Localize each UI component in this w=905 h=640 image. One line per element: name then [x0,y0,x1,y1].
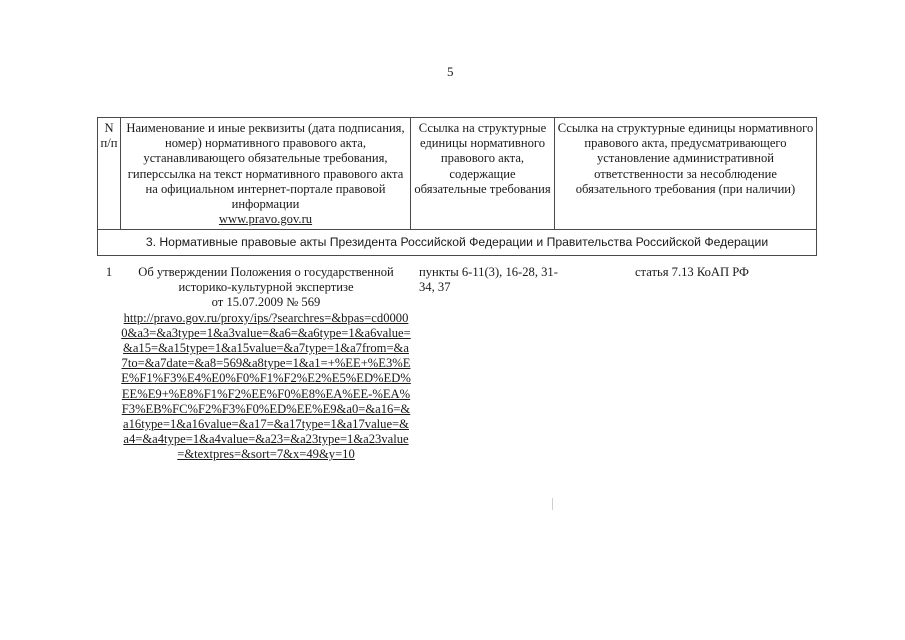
row-act-date: от 15.07.2009 № 569 [211,295,321,310]
row-requirement-refs: пункты 6-11(3), 16-28, 31-34, 37 [419,265,558,295]
scan-mark [552,498,553,510]
row-number: 1 [105,265,113,279]
pravo-gov-link[interactable]: www.pravo.gov.ru [218,212,313,227]
page-number: 5 [447,64,454,79]
requirements-table-header [97,117,817,256]
row-act-details [121,265,411,463]
row-act-title: Об утверждении Положения о государственной историко-культурной экспертизе [138,265,394,295]
header-name-text: Наименование и иные реквизиты (дата подписания, номер) нормативного правового акта, устанавливающего обязательные требования, гиперссылка на текст нормативного правового акта на официальном интернет-портале правовой информации [126,121,405,212]
row-liability-ref: статья 7.13 КоАП РФ [634,265,750,279]
header-ref: Ссылка на структурные единицы нормативного правового акта, содержащие обязательные требования [411,118,555,230]
header-name [121,118,411,230]
section-title: 3. Нормативные правовые акты Президента Российской Федерации и Правительства Российской Федерации [98,230,817,255]
header-liability: Ссылка на структурные единицы нормативного правового акта, предусматривающего установление административной ответственности за несоблюдение обязательного требования (при наличии) [555,118,817,230]
row-act-link[interactable]: http://pravo.gov.ru/proxy/ips/?searchres=&bpas=cd00000&a3=&a3type=1&a3value=&a6=&a6type=1&a6value=&a15=&a15type=1&a15value=&a7type=1&a7from=&a7to=&a7date=&a8=569&a8type=1&a1=+%EE+%E3%EE%F1%F3%E4%E0%F0%F1%F2%E2%E5%ED%ED%EE%E9+%E8%F1%F2%EE%F0%E8%EA%EE-%EA%F3%EB%FC%F2%F3%F0%ED%EE%E9&a0=&a16=&a16type=1&a16value=&a17=&a17type=1&a17value=&a4=&a4type=1&a4value=&a23=&a23type=1&a23value=&textpres=&sort=7&x=49&y=10 [121,310,411,462]
header-row [98,118,817,230]
header-num: N п/п [98,118,121,230]
section-row [98,230,817,255]
